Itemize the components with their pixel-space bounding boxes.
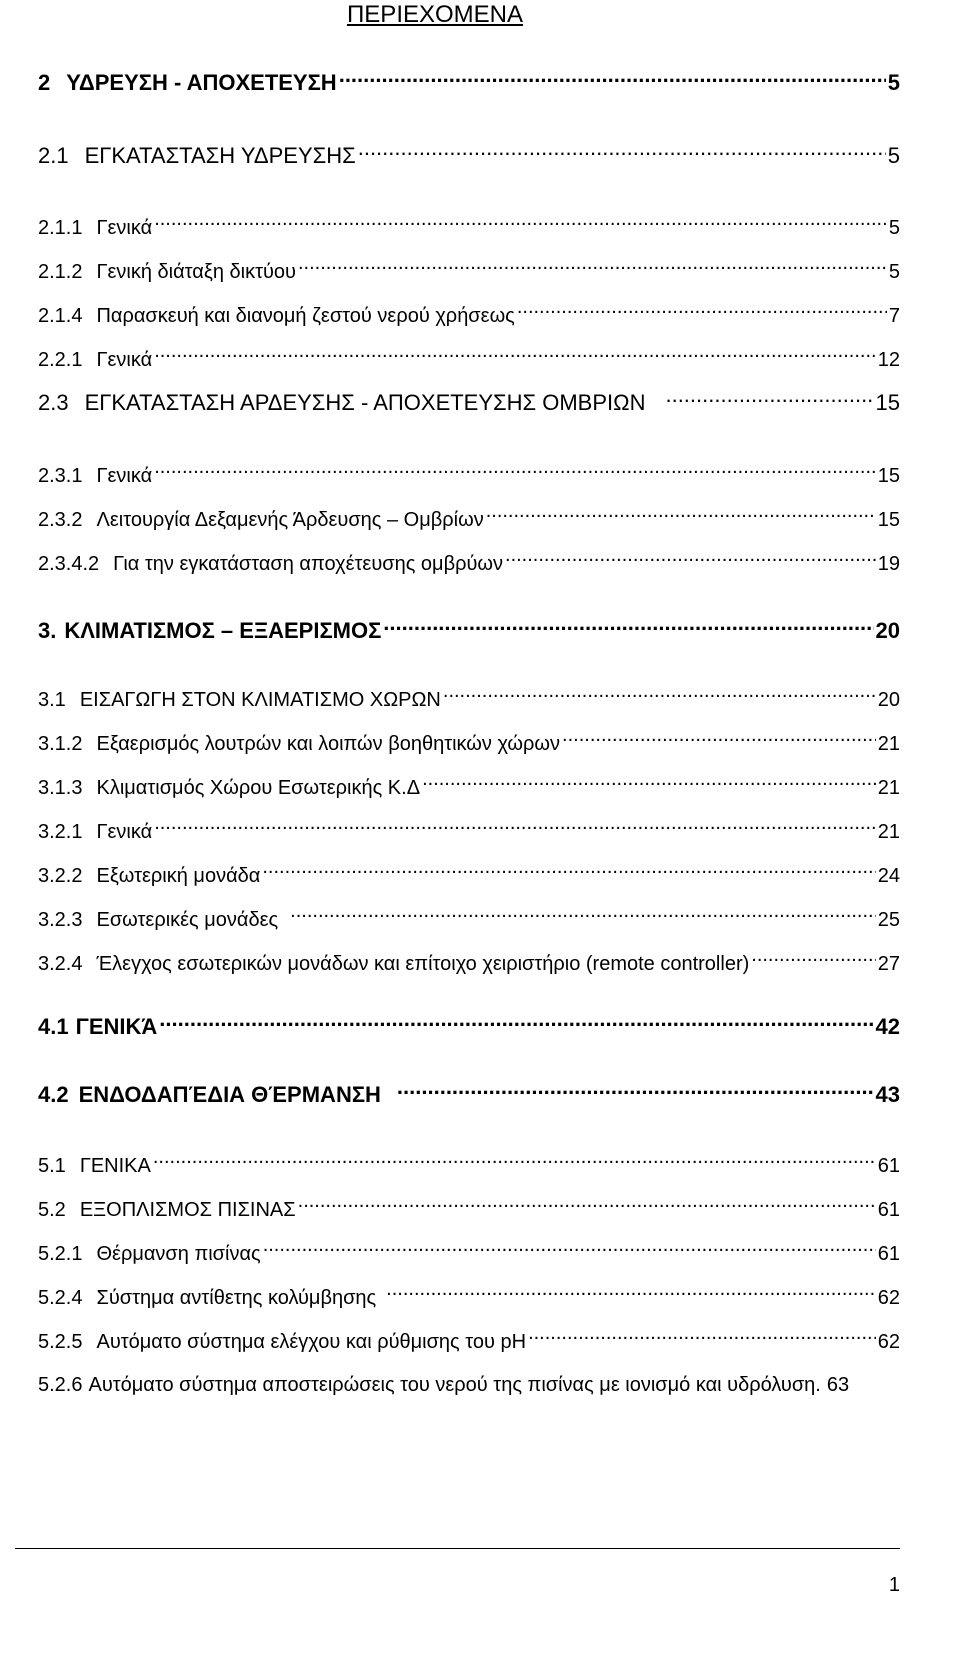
toc-leader-dots [422,772,876,794]
toc-leader-dots [153,1150,876,1172]
toc-entry-page: 12 [877,349,900,371]
toc-entry[interactable] [38,948,900,978]
toc-entry-page: 25 [877,909,900,931]
toc-entry-page: 15 [875,390,900,415]
toc-entry-title: Κλιματισμός Χώρου Εσωτερικής Κ.Δ [96,777,421,799]
toc-leader-dots [154,212,887,234]
toc-entry-title: ΕΓΚΑΤΑΣΤΑΣΗ ΥΔΡΕΥΣΗΣ [84,143,356,168]
toc-entry-page: 5 [887,70,900,95]
toc-entry-page: 20 [875,618,900,643]
toc-entry-page: 15 [877,465,900,487]
toc-entry-number: 5.2.4 [38,1287,83,1309]
toc-entry-title: Γενικά [96,349,153,371]
toc-leader-dots [159,1012,873,1034]
toc-entry-number: 2.1.2 [38,261,83,283]
toc-entry-number: 5.2.1 [38,1243,83,1265]
toc-leader-dots [443,684,876,706]
toc-leader-dots [397,1080,874,1102]
toc-entry-page: 43 [875,1082,900,1107]
toc-leader-dots [386,1282,876,1304]
toc-entry[interactable] [38,1282,900,1312]
toc-entry[interactable] [38,256,900,286]
toc-entry-title: Για την εγκατάσταση αποχέτευσης ομβρύων [113,553,504,575]
toc-entry[interactable] [38,616,900,646]
toc-entry-title: Γενική διάταξη δικτύου [96,261,296,283]
toc-entry-number: 3.2.1 [38,821,83,843]
toc-entry[interactable] [38,1370,900,1400]
toc-entry-title: Γενικά [96,217,153,239]
toc-entry[interactable] [38,772,900,802]
toc-entry-page: 20 [877,689,900,711]
toc-entry[interactable] [38,684,900,714]
toc-entry-page: 5 [887,143,900,168]
toc-entry-title: ΥΔΡΕΥΣΗ - ΑΠΟΧΕΤΕΥΣΗ [66,70,337,95]
toc-entry-title: ΕΓΚΑΤΑΣΤΑΣΗ ΑΡΔΕΥΣΗΣ - ΑΠΟΧΕΤΕΥΣΗΣ ΟΜΒΡΙΩΝ [84,390,646,415]
toc-entry-title: Γενικά [96,465,153,487]
toc-entry-page: 21 [877,777,900,799]
toc-entry-title: Εσωτερικές μονάδες [96,909,279,931]
toc-entry-number: 2.3.2 [38,509,83,531]
toc-entry-title: Θέρμανση πισίνας [96,1243,261,1265]
toc-entry-number: 5.1 [38,1155,66,1177]
toc-entry-number: 2.3 [38,390,69,415]
toc-entry-title: Έλεγχος εσωτερικών μονάδων και επίτοιχο χειριστήριο (remote controller) [96,953,750,975]
toc-entry-number: 2.1.1 [38,217,83,239]
toc-entry-number: 2.2.1 [38,349,83,371]
toc-entry[interactable] [38,141,900,171]
toc-entry[interactable] [38,1150,900,1180]
toc-entry[interactable] [38,860,900,890]
toc-leader-dots [154,460,876,482]
toc-leader-dots [298,256,887,278]
toc-entry-number: 4.1 [38,1014,69,1039]
toc-entry-page: 62 [877,1287,900,1309]
toc-entry-number: 3.1.2 [38,733,83,755]
toc-entry-number: 3.2.3 [38,909,83,931]
toc-entry-title: ΕΙΣΑΓΩΓΗ ΣΤΟΝ ΚΛΙΜΑΤΙΣΜΟ ΧΩΡΩΝ [79,689,441,711]
toc-entry-title: ΓΕΝΙΚΑ [79,1155,151,1177]
toc-entry-title: Εξωτερική μονάδα [96,865,261,887]
toc-entry-title: ΕΞΟΠΛΙΣΜΟΣ ΠΙΣΙΝΑΣ [79,1199,296,1221]
toc-entry-number: 4.2 [38,1082,69,1107]
toc-entry-number: 2.1.4 [38,305,83,327]
toc-leader-dots [486,504,876,526]
toc-entry-title: Εξαερισμός λουτρών και λοιπών βοηθητικών χώρων [96,733,561,755]
toc-entry-page: 5 [888,217,900,239]
toc-leader-dots [298,1194,876,1216]
toc-entry-number: 3.1.3 [38,777,83,799]
toc-entry-page: 15 [877,509,900,531]
toc-entry-title: Αυτόματο σύστημα ελέγχου και ρύθμισης του pH [96,1331,527,1353]
toc-entry[interactable] [38,1326,900,1356]
toc-entry-page: 63 [826,1374,850,1396]
toc-entry-page: 62 [877,1331,900,1353]
toc-leader-dots [339,68,886,90]
toc-entry[interactable] [38,460,900,490]
toc-leader-dots [154,816,876,838]
toc-leader-dots [562,728,876,750]
toc-entry-number: 2.1 [38,143,69,168]
toc-leader-dots [358,141,886,163]
toc-entry-title: Γενικά [96,821,153,843]
toc-entry[interactable] [38,1080,900,1110]
toc-entry[interactable] [38,212,900,242]
toc-entry[interactable] [38,548,900,578]
footer-page-number: 1 [888,1574,900,1596]
toc-leader-dots [517,300,887,322]
toc-entry-title: ΓΕΝΙΚΆ [75,1014,158,1039]
toc-entry-title: Παρασκευή και διανομή ζεστού νερού χρήσεως [96,305,515,327]
toc-entry-number: 5.2.6 [38,1374,83,1396]
toc-leader-dots [665,388,873,410]
toc-leader-dots [154,344,876,366]
toc-entry-number: 5.2.5 [38,1331,83,1353]
toc-leader-dots [751,948,875,970]
toc-entry-page: 42 [875,1014,900,1039]
toc-entry[interactable] [38,68,900,98]
toc-leader-dots [528,1326,876,1348]
toc-entry[interactable] [38,504,900,534]
toc-entry-number: 3.1 [38,689,66,711]
toc-entry-number: 3.2.4 [38,953,83,975]
toc-leader-dots [262,860,875,882]
toc-entry-page: 61 [877,1155,900,1177]
toc-leader-dots [383,616,873,638]
toc-entry[interactable] [38,904,900,934]
toc-entry-page: 5 [888,261,900,283]
toc-entry[interactable] [38,816,900,846]
toc-entry-page: 19 [877,553,900,575]
toc-entry[interactable] [38,1238,900,1268]
toc-entry-page: 24 [877,865,900,887]
toc-entry-page: 61 [877,1199,900,1221]
toc-entry[interactable] [38,728,900,758]
toc-entry[interactable] [38,344,900,374]
toc-entry-page: 27 [877,953,900,975]
toc-entry-number: 3. [38,618,57,643]
toc-entry-title: ΕΝΔΟΔΑΠΈΔΙΑ ΘΈΡΜΑΝΣΗ [78,1082,381,1107]
toc-entry[interactable] [38,1194,900,1224]
toc-entry[interactable] [38,1012,900,1042]
toc-entry-page: 61 [877,1243,900,1265]
toc-entry-title: Λειτουργία Δεξαμενής Άρδευσης – Ομβρίων [96,509,484,531]
toc-entry-number: 5.2 [38,1199,66,1221]
toc-entry-title: ΚΛΙΜΑΤΙΣΜΟΣ – ΕΞΑΕΡΙΣΜΟΣ [64,618,382,643]
toc-leader-dots [263,1238,876,1260]
toc-entry-page: 7 [888,305,900,327]
toc-entry[interactable] [38,300,900,330]
toc-entry-number: 2.3.1 [38,465,83,487]
toc-entry-page: 21 [877,821,900,843]
toc-leader-dots [290,904,876,926]
page-title: ΠΕΡΙΕΧΟΜΕΝΑ [346,1,524,28]
toc-entry-number: 3.2.2 [38,865,83,887]
toc-entry[interactable] [38,388,900,418]
toc-entry-title: Σύστημα αντίθετης κολύμβησης [96,1287,377,1309]
toc-entry-number: 2.3.4.2 [38,553,100,575]
toc-leader-dots [505,548,876,570]
toc-entry-number: 2 [38,70,51,95]
footer-divider [15,1548,900,1549]
toc-entry-title: Αυτόματο σύστημα αποστειρώσεις του νερού της πισίνας με ιονισμό και υδρόλυση. [88,1374,821,1396]
toc-entry-page: 21 [877,733,900,755]
